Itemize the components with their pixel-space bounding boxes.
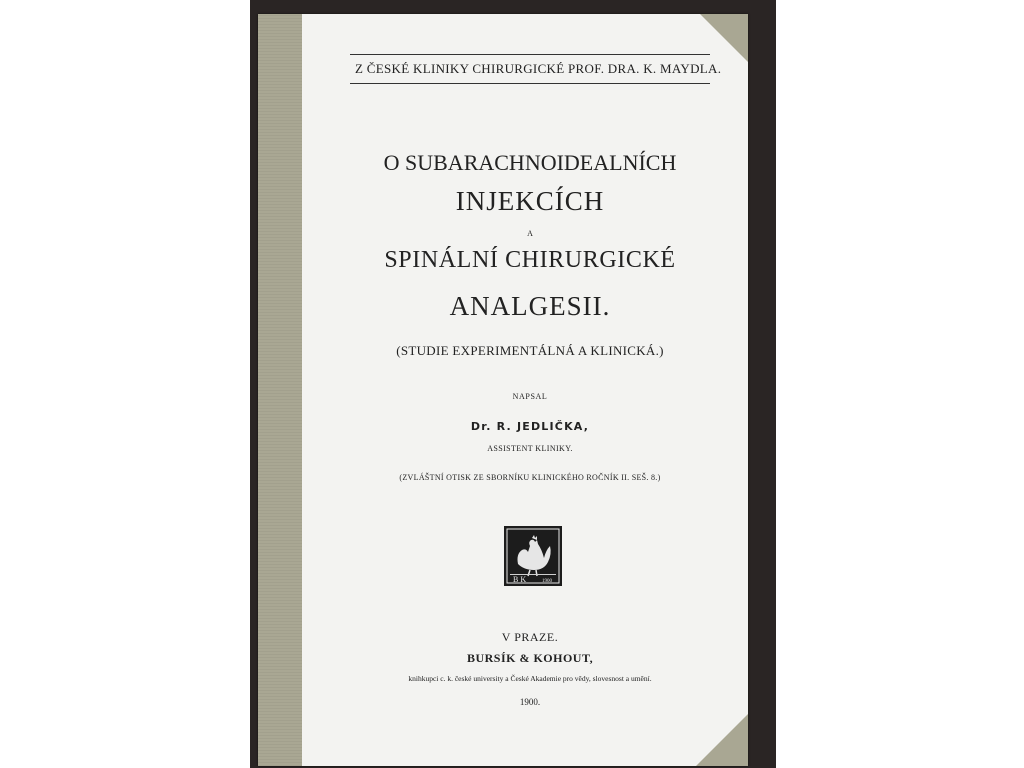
corner-cloth-bottom (696, 714, 748, 766)
publisher-name: BURSÍK & KOHOUT, (466, 651, 594, 665)
header-rule-bottom (350, 83, 710, 84)
author-name: Dr. R. JEDLIČKA, (470, 420, 590, 433)
svg-text:1900: 1900 (542, 579, 552, 584)
title-conjunction: A (527, 229, 533, 238)
cloth-spine (258, 14, 302, 766)
title-line-2: INJEKCÍCH (455, 186, 605, 216)
offprint-note: (ZVLÁŠTNÍ OTISK ZE SBORNÍKU KLINICKÉHO ROČNÍK II. SEŠ. 8.) (399, 473, 661, 482)
place-of-publication: V PRAZE. (501, 630, 559, 644)
title-line-1: O SUBARACHNOIDEALNÍCH (383, 150, 677, 175)
publication-year: 1900. (519, 697, 541, 707)
title-line-4: ANALGESII. (449, 291, 611, 321)
rooster-publisher-mark-icon (504, 526, 562, 586)
title-line-3: SPINÁLNÍ CHIRURGICKÉ (384, 247, 676, 273)
subtitle: (STUDIE EXPERIMENTÁLNÁ A KLINICKÁ.) (396, 343, 664, 358)
series-header: Z ČESKÉ KLINIKY CHIRURGICKÉ PROF. DRA. K. MAYDLA. (355, 61, 722, 76)
publisher-description: knihkupci c. k. české university a České Akademie pro vědy, slovesnost a umění. (408, 674, 652, 683)
svg-text:B K: B K (513, 575, 527, 584)
byline-label: NAPSAL (512, 392, 548, 401)
author-role: ASSISTENT KLINIKY. (487, 444, 573, 453)
header-rule-top (350, 54, 710, 55)
